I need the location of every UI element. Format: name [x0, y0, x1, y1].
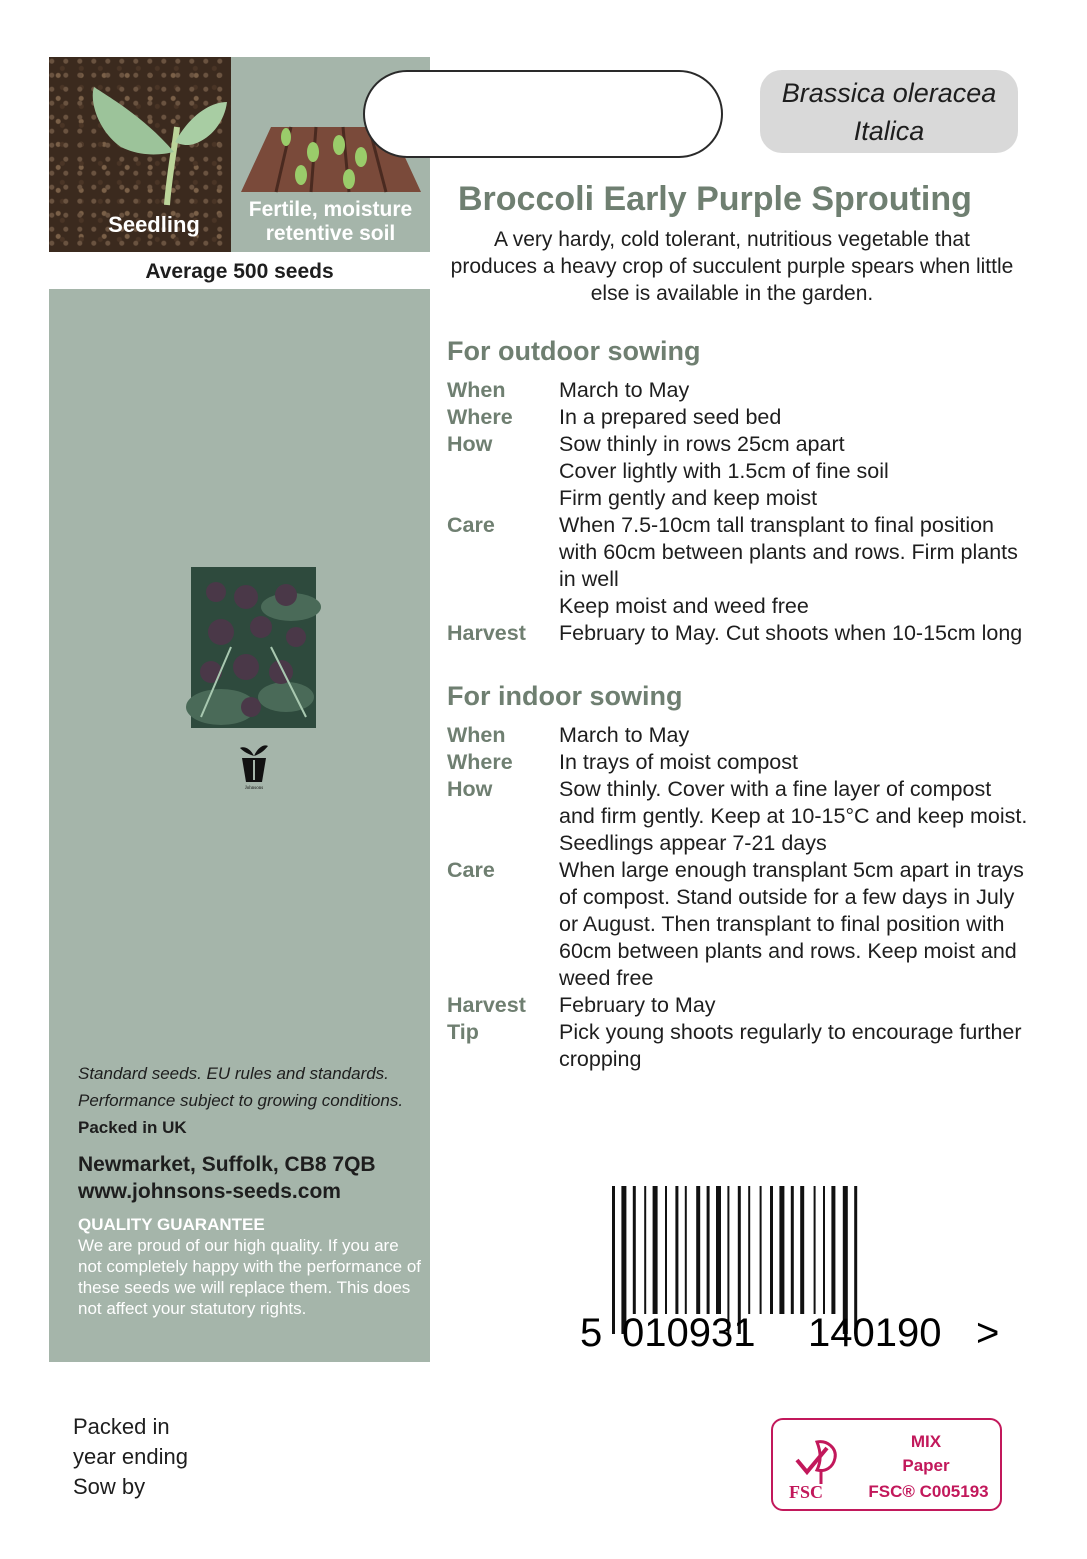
- outdoor-value: In a prepared seed bed: [559, 405, 782, 429]
- barcode-bar: [814, 1186, 816, 1314]
- indoor-value: March to May: [559, 723, 690, 747]
- outdoor-key: Care: [447, 513, 495, 537]
- indoor-heading: For indoor sowing: [447, 681, 683, 711]
- label-window: [363, 70, 723, 158]
- barcode-bar: [633, 1186, 636, 1314]
- indoor-key: Harvest: [447, 993, 526, 1017]
- barcode-group2: 140190: [808, 1311, 942, 1355]
- outdoor-value: February to May. Cut shoots when 10-15cm long: [559, 621, 1023, 645]
- outdoor-instructions: [447, 377, 1029, 647]
- barcode-bar: [644, 1186, 646, 1314]
- brand-mark-text: Johnsons: [244, 786, 264, 791]
- fsc-code: FSC® C005193: [868, 1482, 989, 1501]
- latin-name-line2: Italica: [853, 116, 925, 146]
- fsc-paper-label: Paper: [902, 1456, 950, 1475]
- barcode-first-digit: 5: [580, 1311, 603, 1355]
- barcode-bar: [696, 1186, 700, 1314]
- indoor-key: Tip: [447, 1020, 479, 1044]
- outdoor-value: Cover lightly with 1.5cm of fine soil: [559, 459, 889, 483]
- barcode-bar: [707, 1186, 710, 1314]
- guarantee-title: QUALITY GUARANTEE: [78, 1215, 265, 1234]
- note-standard-seeds: Standard seeds. EU rules and standards.: [78, 1064, 389, 1083]
- company-website: www.johnsons-seeds.com: [78, 1180, 341, 1203]
- outdoor-key: How: [447, 432, 493, 456]
- barcode-bar: [665, 1186, 667, 1314]
- outdoor-value: Keep moist and weed free: [559, 594, 809, 618]
- indoor-key: How: [447, 777, 493, 801]
- indoor-instructions: [447, 722, 1029, 1073]
- barcode-bar: [685, 1186, 687, 1314]
- left-notes: [78, 1060, 423, 1205]
- barcode: [580, 1186, 1020, 1355]
- broccoli-photo: [191, 567, 316, 728]
- indoor-key: Where: [447, 750, 513, 774]
- barcode-group1: 010931: [622, 1311, 756, 1355]
- outdoor-value: When 7.5-10cm tall transplant to final position with 60cm between plants and rows. Firm plants in well: [559, 513, 1018, 591]
- packed-info: [73, 1412, 188, 1502]
- outdoor-heading: For outdoor sowing: [447, 336, 701, 366]
- fsc-mix-label: MIX: [910, 1432, 942, 1451]
- fsc-tree-icon: [787, 1432, 843, 1488]
- indoor-key: Care: [447, 858, 495, 882]
- note-packed-in: Packed in UK: [78, 1118, 187, 1137]
- indoor-value: In trays of moist compost: [559, 750, 798, 774]
- barcode-bar: [770, 1186, 773, 1314]
- indoor-value: When large enough transplant 5cm apart in trays of compost. Stand outside for a few days in July or August. Then transplant to final position with 60cm between plants and rows. Keep moist and weed free: [559, 858, 1024, 990]
- note-performance: Performance subject to growing conditions.: [78, 1091, 404, 1110]
- company-address: Newmarket, Suffolk, CB8 7QB: [78, 1153, 376, 1176]
- indoor-value: February to May: [559, 993, 716, 1017]
- johnsons-logo-icon: [236, 742, 272, 792]
- fsc-certification: [771, 1418, 1002, 1511]
- product-description: A very hardy, cold tolerant, nutritious vegetable that produces a heavy crop of succulent purple spears when little else is available in the garden.: [450, 228, 1014, 305]
- barcode-bar: [823, 1186, 825, 1314]
- barcode-bar: [675, 1186, 678, 1314]
- latin-name-line1: Brassica oleracea: [781, 78, 997, 108]
- year-ending-label: year ending: [73, 1444, 188, 1469]
- barcode-bar: [612, 1186, 615, 1334]
- fsc-logo-text: FSC: [789, 1482, 824, 1502]
- barcode-bar: [800, 1186, 804, 1314]
- barcode-bar: [748, 1186, 750, 1314]
- seed-count: Average 500 seeds: [49, 252, 430, 289]
- outdoor-key: Harvest: [447, 621, 526, 645]
- outdoor-key: [447, 485, 559, 512]
- soil-label-line2: retentive soil: [265, 222, 396, 245]
- barcode-bar: [779, 1186, 784, 1314]
- indoor-value: Pick young shoots regularly to encourage further cropping: [559, 1020, 1022, 1071]
- outdoor-value: March to May: [559, 378, 690, 402]
- soil-label-line1: Fertile, moisture: [248, 198, 413, 221]
- packed-in-label: Packed in: [73, 1414, 170, 1439]
- fsc-mix: [861, 1430, 991, 1478]
- latin-name-box: [760, 70, 1018, 153]
- barcode-bar: [791, 1186, 794, 1314]
- soil-label: [231, 198, 430, 246]
- outdoor-key: [447, 593, 559, 620]
- barcode-marker: >: [976, 1311, 1000, 1355]
- outdoor-value: Sow thinly in rows 25cm apart: [559, 432, 845, 456]
- outdoor-key: When: [447, 378, 506, 402]
- guarantee-body: We are proud of our high quality. If you are not completely happy with the performance of these seeds we will replace them. This does not affect your statutory rights.: [78, 1236, 422, 1318]
- product-title: Broccoli Early Purple Sprouting: [458, 180, 972, 218]
- indoor-value: Sow thinly. Cover with a fine layer of compost and firm gently. Keep at 10-15°C and keep moist. Seedlings appear 7-21 days: [559, 777, 1028, 855]
- barcode-bar: [716, 1186, 721, 1314]
- barcode-bar: [653, 1186, 658, 1314]
- sow-by-label: Sow by: [73, 1474, 146, 1499]
- seedling-label: Seedling: [108, 212, 200, 237]
- outdoor-key: Where: [447, 405, 513, 429]
- quality-guarantee: [78, 1214, 423, 1319]
- barcode-bar: [831, 1186, 835, 1314]
- outdoor-key: [447, 458, 559, 485]
- barcode-bar: [760, 1186, 762, 1314]
- outdoor-value: Firm gently and keep moist: [559, 486, 818, 510]
- indoor-key: When: [447, 723, 506, 747]
